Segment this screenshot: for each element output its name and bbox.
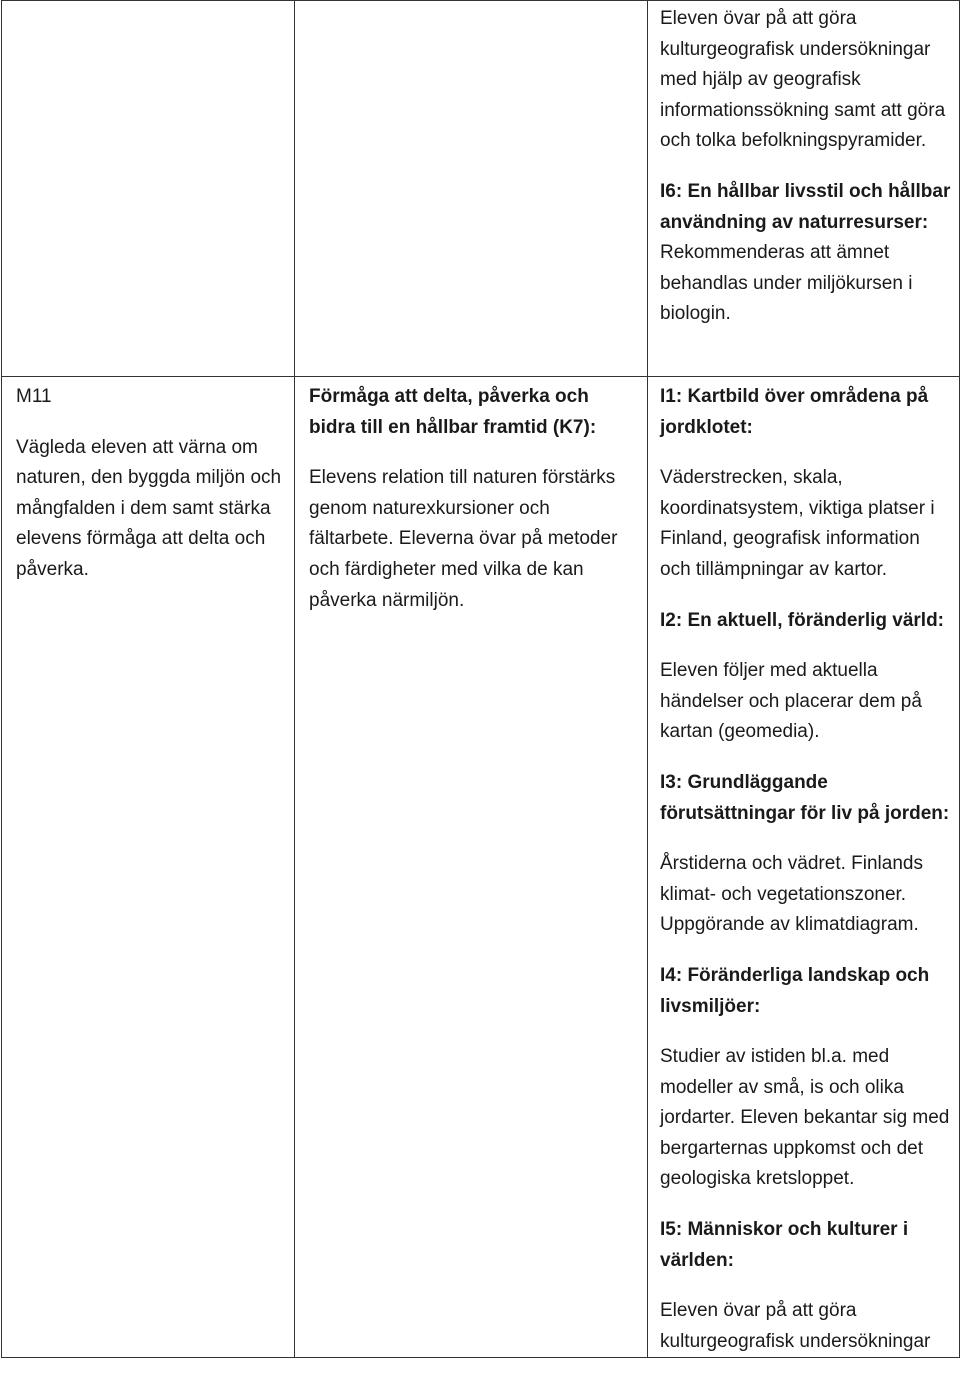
i1-heading: I1: Kartbild över områdena på jordklotet:: [660, 386, 929, 438]
i3-heading: I3: Grundläggande förutsättningar för liv på jorden:: [660, 771, 950, 824]
competence-text: Elevens relation till naturen förstärks genom naturexkursioner och fältarbete. Eleverna övar på metoder och färdigheter med vilka de kan påverka närmiljön.: [309, 467, 618, 611]
curriculum-table: [1, 0, 960, 1358]
table-cell-content-areas: [648, 1, 960, 377]
table-cell-empty: [295, 1, 648, 377]
table-cell-content-areas: [648, 377, 960, 1358]
goal-code: M11: [16, 386, 52, 407]
table-row: [2, 1, 960, 377]
i6-heading: I6: En hållbar livsstil och hållbar användning av naturresurser:: [660, 180, 951, 233]
i1-text: Väderstrecken, skala, koordinatsystem, viktiga platser i Finland, geografisk information och tillämpningar av kartor.: [660, 467, 935, 580]
i5-heading: I5: Människor och kulturer i världen:: [660, 1219, 909, 1271]
i4-text: Studier av istiden bl.a. med modeller av små, is och olika jordarter. Eleven bekantar sig med bergarternas uppkomst och det geologiska kretsloppet.: [660, 1046, 950, 1190]
i2-text: Eleven följer med aktuella händelser och placerar dem på kartan (geomedia).: [660, 660, 922, 743]
table-cell-goal: [2, 377, 295, 1358]
goal-text: Vägleda eleven att värna om naturen, den byggda miljön och mångfalden i dem samt stärka elevens förmåga att delta och påverka.: [16, 436, 282, 580]
i4-heading: I4: Föränderliga landskap och livsmiljöer:: [660, 964, 930, 1017]
i3-text: Årstiderna och vädret. Finlands klimat- och vegetationszoner. Uppgörande av klimatdiagram.: [660, 853, 923, 936]
intro-paragraph: Eleven övar på att göra kulturgeografisk undersökningar med hjälp av geografisk informationssökning samt att göra och tolka befolkningspyramider.: [660, 8, 946, 152]
i5-text: Eleven övar på att göra kulturgeografisk undersökningar: [660, 1300, 931, 1352]
i6-text: Rekommenderas att ämnet behandlas under miljökursen i biologin.: [660, 242, 913, 325]
i2-heading: I2: En aktuell, föränderlig värld:: [660, 609, 945, 631]
table-cell-empty: [2, 1, 295, 377]
table-row: [2, 377, 960, 1358]
table-cell-competence: [295, 377, 648, 1358]
competence-heading: Förmåga att delta, påverka och bidra till en hållbar framtid (K7):: [309, 386, 597, 438]
